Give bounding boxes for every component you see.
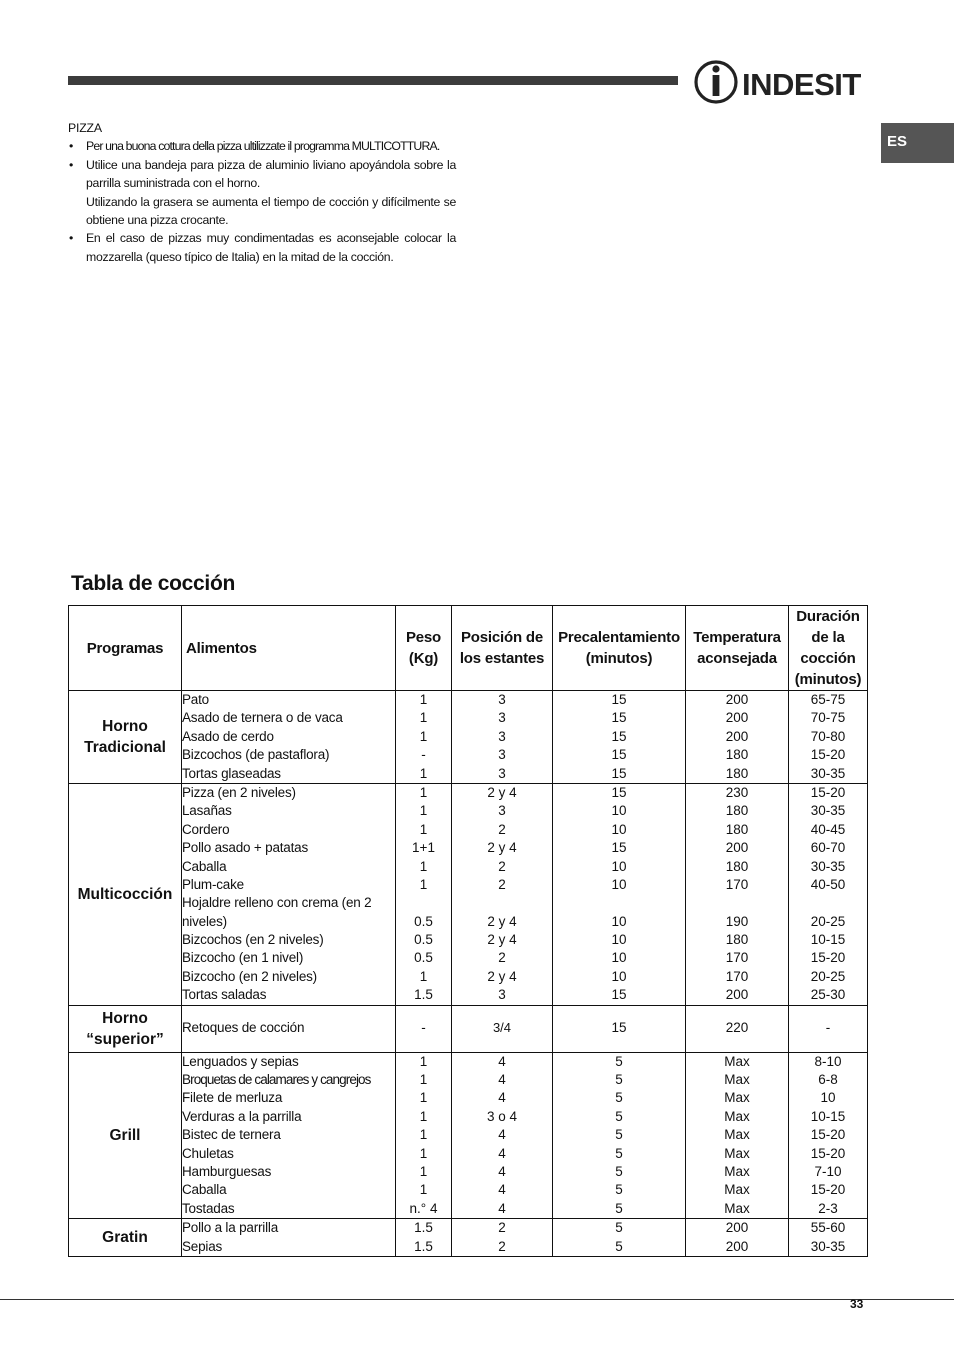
header-peso: Peso (Kg) [396, 606, 452, 691]
cell-pos: 2 y 4 [487, 968, 517, 984]
indesit-logo [694, 58, 874, 106]
cell-dur: 15-20 [810, 1145, 846, 1161]
cell-peso: 1.5 [414, 987, 433, 1003]
cell-temp: Max [724, 1182, 750, 1198]
food-item: Tortas saladas [182, 987, 267, 1003]
cell-pos: 4 [498, 1090, 506, 1106]
cell-temp: 170 [725, 876, 749, 892]
cell-pre: 10 [611, 858, 627, 874]
pizza-section [68, 119, 456, 266]
cell-dur: 60-70 [810, 840, 846, 856]
language-tab: ES [881, 123, 954, 163]
cell-pre: 10 [611, 913, 627, 929]
cell-peso: 1.5 [414, 1238, 433, 1254]
cell-pre: 5 [615, 1145, 623, 1161]
cell-temp: Max [724, 1127, 750, 1143]
col-temp [686, 783, 789, 1005]
cell-peso: 0.5 [414, 932, 433, 948]
col-dur [789, 783, 868, 1005]
col-temp [686, 1005, 789, 1052]
cell-pre: 5 [615, 1200, 623, 1216]
cell-dur: 15-20 [810, 747, 846, 763]
cell-pre: 15 [611, 710, 627, 726]
food-item: Bizcochos (de pastaflora) [182, 747, 330, 763]
cell-pre: 10 [611, 803, 627, 819]
cell-temp: Max [724, 1164, 750, 1179]
cell-dur: 70-80 [810, 728, 846, 744]
cell-pre: 10 [611, 876, 627, 892]
cell-temp: Max [724, 1072, 750, 1088]
cell-pre: 15 [611, 784, 627, 800]
cell-pos: 2 [498, 950, 506, 966]
cell-pre: 5 [615, 1182, 623, 1198]
program-name: Horno Tradicional [69, 691, 182, 784]
cell-pre: 5 [615, 1108, 623, 1124]
table-header-row [69, 606, 868, 691]
pizza-title: PIZZA [68, 121, 102, 135]
food-item: Tortas glaseadas [182, 765, 281, 781]
cell-peso: 1 [419, 803, 428, 819]
cell-pos: 2 [498, 1238, 506, 1254]
table-title: Tabla de cocción [71, 572, 236, 595]
cell-pre: 10 [611, 950, 627, 966]
cell-dur: 15-20 [810, 1182, 846, 1198]
cell-peso: 1 [419, 1182, 428, 1198]
pizza-bullets [68, 137, 456, 266]
cell-pos: 2 y 4 [487, 840, 517, 856]
cell-pre: 5 [615, 1072, 623, 1088]
cell-temp: 170 [725, 968, 749, 984]
food-item: Pato [182, 692, 209, 707]
cell-peso: 1 [419, 1090, 428, 1106]
food-item: Filete de merluza [182, 1090, 283, 1106]
cell-pos: 2 [498, 1220, 506, 1236]
col-peso [396, 1219, 452, 1257]
col-peso [396, 783, 452, 1005]
col-pos [452, 783, 553, 1005]
cell-dur: 30-35 [810, 858, 846, 874]
col-pos [452, 1052, 553, 1219]
food-item: Pizza (en 2 niveles) [182, 784, 296, 800]
cell-dur: 6-8 [818, 1072, 838, 1088]
food-item: Chuletas [182, 1145, 234, 1161]
cell-temp: 200 [725, 710, 749, 726]
cell-temp: 200 [725, 728, 749, 744]
cell-temp: 180 [725, 821, 749, 837]
cell-pre: 15 [611, 987, 627, 1003]
col-dur [789, 1005, 868, 1052]
cell-temp: 200 [725, 692, 749, 707]
cell-dur: 40-45 [810, 821, 846, 837]
cell-pos: 3 [498, 803, 506, 819]
cell-dur: 15-20 [810, 784, 846, 800]
col-pos [452, 691, 553, 784]
food-item: Bizcocho (en 2 niveles) [182, 968, 317, 984]
cell-peso: 1 [419, 710, 428, 726]
cell-pos: 4 [498, 1200, 506, 1216]
cell-temp: 220 [725, 1020, 749, 1036]
food-list [182, 691, 396, 784]
food-item: Bizcochos (en 2 niveles) [182, 932, 324, 948]
cell-pos: 2 [498, 821, 506, 837]
cell-dur: 40-50 [810, 876, 846, 892]
cell-pos: 4 [498, 1072, 506, 1088]
pizza-bullet-3: • En el caso de pizzas muy condimentadas es aconsejable colocar la mozzarella (queso típico de Italia) en la mitad de la cocción. [68, 229, 456, 266]
cell-peso: - [421, 747, 426, 763]
food-item: Plum-cake [182, 876, 244, 892]
cell-pre: 15 [611, 1020, 627, 1036]
cell-temp: Max [724, 1145, 750, 1161]
cell-dur: 10-15 [810, 932, 846, 948]
cell-pos: 3 [498, 692, 506, 707]
cell-pos: 3 [498, 765, 506, 781]
col-pos [452, 1219, 553, 1257]
cell-peso: 1 [419, 821, 428, 837]
cell-pre: 15 [611, 728, 627, 744]
cell-peso: 1 [419, 728, 428, 744]
cell-dur: 30-35 [810, 803, 846, 819]
cell-pos: 3 o 4 [486, 1108, 518, 1124]
cell-pre: 15 [611, 840, 627, 856]
cell-pos: 4 [498, 1164, 506, 1179]
footer-line [0, 1299, 954, 1300]
cell-temp: 180 [725, 858, 749, 874]
cell-dur: 8-10 [814, 1053, 842, 1069]
cell-dur: 7-10 [814, 1164, 842, 1179]
cell-peso: 1 [419, 1145, 428, 1161]
col-pre [553, 1219, 686, 1257]
cell-temp: 180 [725, 803, 749, 819]
food-item: Pollo a la parrilla [182, 1220, 278, 1236]
cell-peso: - [421, 1020, 426, 1036]
cell-pos: 4 [498, 1145, 506, 1161]
cell-dur: 30-35 [810, 1238, 846, 1254]
program-row [69, 691, 868, 784]
cell-pre: 15 [611, 765, 627, 781]
col-pre [553, 1052, 686, 1219]
cell-temp: 230 [725, 784, 749, 800]
cooking-table [68, 605, 868, 1257]
pizza-bullet-1: • Per una buona cottura della pizza ultilizzate il programma MULTICOTTURA. [68, 137, 456, 155]
col-peso [396, 691, 452, 784]
program-row [69, 1005, 868, 1052]
cell-peso: 1 [419, 1108, 428, 1124]
page-number: 33 [850, 1297, 864, 1311]
program-name: Grill [69, 1052, 182, 1219]
cell-dur: 15-20 [810, 1127, 846, 1143]
cell-peso: 0.5 [414, 913, 433, 929]
cell-pre: 5 [615, 1164, 623, 1179]
cell-pos: 2 y 4 [487, 784, 517, 800]
food-list [182, 783, 396, 1005]
cell-temp: Max [724, 1053, 750, 1069]
program-row [69, 1052, 868, 1219]
cell-pos: 3 [498, 747, 506, 763]
cell-dur: 65-75 [810, 692, 846, 707]
cell-dur: 10 [820, 1090, 836, 1106]
col-temp [686, 691, 789, 784]
food-item: Tostadas [182, 1200, 235, 1216]
cell-dur: 25-30 [810, 987, 846, 1003]
food-item: Hojaldre relleno con crema (en 2 niveles) [182, 895, 372, 929]
cell-pos: 2 y 4 [487, 932, 517, 948]
cell-pos: 2 [498, 876, 506, 892]
cell-peso: 1 [419, 1053, 428, 1069]
cell-pos: 4 [498, 1182, 506, 1198]
header-programas: Programas [69, 606, 182, 691]
cell-pos: 3/4 [492, 1020, 512, 1036]
cell-peso: 1 [419, 858, 428, 874]
food-item: Retoques de cocción [182, 1020, 305, 1036]
col-peso [396, 1005, 452, 1052]
cell-pos: 4 [498, 1127, 506, 1143]
cell-pos: 3 [498, 987, 506, 1003]
food-list [182, 1052, 396, 1219]
food-item: Broquetas de calamares y cangrejos [182, 1072, 371, 1088]
cell-temp: 200 [725, 1238, 749, 1254]
cell-pre: 5 [615, 1220, 623, 1236]
cell-peso: 1+1 [412, 840, 435, 856]
food-list [182, 1005, 396, 1052]
food-item: Lasañas [182, 803, 232, 819]
logo-text: INDESIT [742, 67, 861, 102]
cell-peso: 1 [419, 876, 428, 892]
col-dur [789, 1052, 868, 1219]
cell-dur: 10-15 [810, 1108, 846, 1124]
cell-temp: 180 [725, 747, 749, 763]
cell-peso: n.° 4 [409, 1200, 438, 1216]
cell-pos: 4 [498, 1053, 506, 1069]
col-peso [396, 1052, 452, 1219]
cell-pos: 2 [498, 858, 506, 874]
cell-peso: 1 [419, 765, 428, 781]
header-temperatura: Temperatura aconsejada [686, 606, 789, 691]
cell-temp: 200 [725, 987, 749, 1003]
col-dur [789, 691, 868, 784]
cell-dur: 30-35 [810, 765, 846, 781]
cell-pre: 15 [611, 692, 627, 707]
col-temp [686, 1052, 789, 1219]
food-list [182, 1219, 396, 1257]
header-bar [68, 76, 678, 85]
cell-peso: 1.5 [414, 1220, 433, 1236]
food-item: Caballa [182, 1182, 227, 1198]
pizza-bullet-2: • Utilice una bandeja para pizza de aluminio liviano apoyándola sobre la parrilla suministrada con el horno. Utilizando la grasera se aumenta el tiempo de cocción y difícilmente se obtiene una pizza crocante. [68, 156, 456, 230]
cell-peso: 1 [419, 692, 428, 707]
cell-temp: 180 [725, 765, 749, 781]
cell-pre: 10 [611, 968, 627, 984]
col-pre [553, 783, 686, 1005]
cell-pre: 15 [611, 747, 627, 763]
cell-dur: 20-25 [810, 913, 846, 929]
food-item: Caballa [182, 858, 227, 874]
food-item: Lenguados y sepias [182, 1053, 299, 1069]
cell-temp: 190 [725, 913, 749, 929]
food-item: Hamburguesas [182, 1164, 272, 1179]
col-dur [789, 1219, 868, 1257]
program-row [69, 1219, 868, 1257]
cell-pre: 10 [611, 821, 627, 837]
food-item: Cordero [182, 821, 230, 837]
food-item: Sepias [182, 1238, 223, 1254]
header-duracion: Duración de la cocción (minutos) [789, 606, 868, 691]
cell-temp: 180 [725, 932, 749, 948]
cell-temp: Max [724, 1108, 750, 1124]
header-precalentamiento: Precalentamiento (minutos) [553, 606, 686, 691]
cell-temp: Max [724, 1200, 750, 1216]
program-name: Gratin [69, 1219, 182, 1257]
col-pos [452, 1005, 553, 1052]
food-item: Verduras a la parrilla [182, 1108, 302, 1124]
cell-dur: 55-60 [810, 1220, 846, 1236]
cell-peso: 1 [419, 1072, 428, 1088]
cell-pre: 5 [615, 1127, 623, 1143]
cell-peso: 1 [419, 784, 428, 800]
food-item: Pollo asado + patatas [182, 840, 309, 856]
food-item: Bistec de ternera [182, 1127, 281, 1143]
table-body [69, 691, 868, 1257]
cell-pos: 2 y 4 [487, 913, 517, 929]
food-item: Asado de ternera o de vaca [182, 710, 343, 726]
food-item: Asado de cerdo [182, 728, 274, 744]
cell-dur: 70-75 [810, 710, 846, 726]
header-posicion: Posición de los estantes [452, 606, 553, 691]
cell-pre: 10 [611, 932, 627, 948]
program-name: Multicocción [69, 783, 182, 1005]
cell-dur: 15-20 [810, 950, 846, 966]
cell-temp: Max [724, 1090, 750, 1106]
cell-dur: 20-25 [810, 968, 846, 984]
cell-pre: 5 [615, 1090, 623, 1106]
cell-temp: 170 [725, 950, 749, 966]
program-name: Horno “superior” [69, 1005, 182, 1052]
header-alimentos: Alimentos [182, 606, 396, 691]
cell-pos: 3 [498, 728, 506, 744]
cell-temp: 200 [725, 840, 749, 856]
col-pre [553, 691, 686, 784]
cell-peso: 0.5 [414, 950, 433, 966]
col-pre [553, 1005, 686, 1052]
cell-temp: 200 [725, 1220, 749, 1236]
col-temp [686, 1219, 789, 1257]
food-item: Bizcocho (en 1 nivel) [182, 950, 304, 966]
cell-dur: 2-3 [818, 1200, 838, 1216]
cell-peso: 1 [419, 1164, 428, 1179]
cell-dur: - [825, 1020, 831, 1036]
cell-pre: 5 [615, 1238, 623, 1254]
cell-peso: 1 [419, 1127, 428, 1143]
program-row [69, 783, 868, 1005]
cell-pre: 5 [615, 1053, 623, 1069]
cell-pos: 3 [498, 710, 506, 726]
cell-peso: 1 [419, 968, 428, 984]
